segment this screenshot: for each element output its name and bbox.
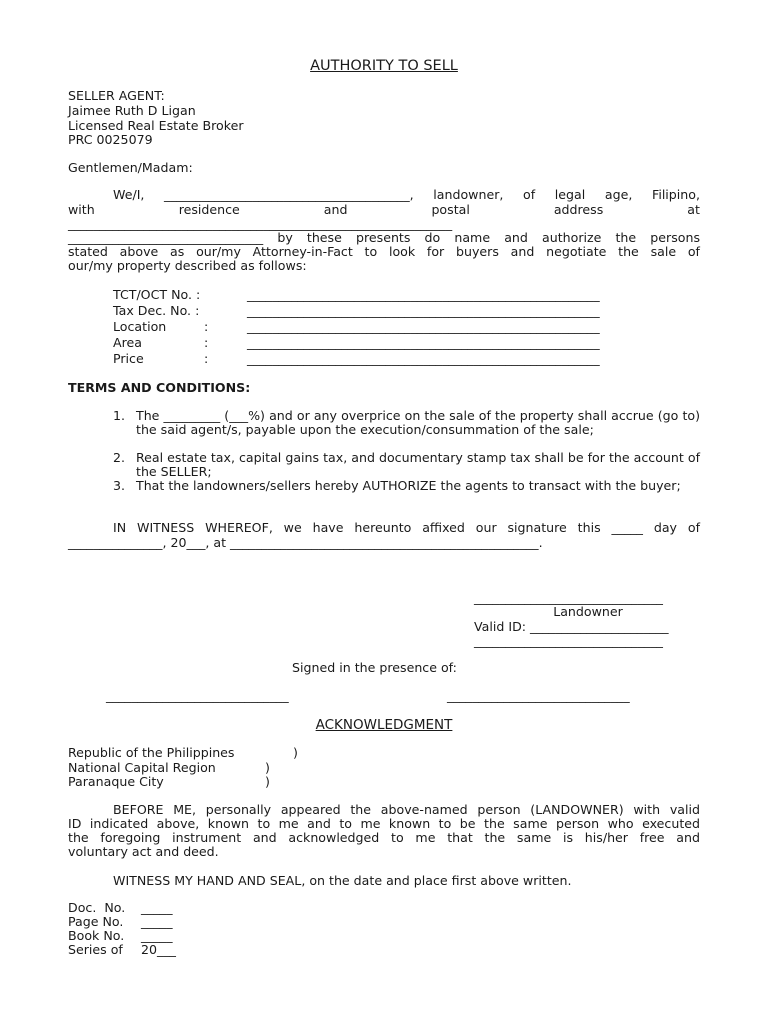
document-title: AUTHORITY TO SELL	[310, 58, 458, 74]
term-item	[113, 409, 700, 437]
venue-place: Paranaque City	[68, 774, 164, 789]
property-blank: ________________________________________________________	[247, 351, 600, 366]
before-me-line-1: BEFORE ME, personally appeared the above-named person (LANDOWNER) with valid	[113, 802, 700, 817]
witness-signature-line-left: _____________________________	[106, 688, 289, 703]
venue-paren: )	[265, 774, 270, 789]
property-colon: :	[204, 335, 209, 350]
witness-whereof-line-2: _______________, 20___, at _________________________________________________.	[68, 535, 543, 550]
intro-word: at	[687, 202, 700, 217]
intro-line-2	[68, 203, 700, 217]
notary-label: Doc. No.	[68, 900, 126, 915]
intro-word: and	[323, 202, 348, 217]
intro-word: with	[68, 202, 95, 217]
intro-line-3: _____________________________________________________________	[68, 216, 453, 231]
seller-agent-name: Jaimee Ruth D Ligan	[68, 103, 196, 118]
property-label: Tax Dec. No. :	[113, 303, 200, 318]
term-text: That the landowners/sellers hereby AUTHORIZE the agents to transact with the buyer;	[136, 478, 681, 493]
notary-value: _____	[141, 928, 173, 943]
acknowledgment-title: ACKNOWLEDGMENT	[315, 717, 453, 733]
property-blank: ________________________________________________________	[247, 335, 600, 350]
intro-word: postal	[431, 202, 470, 217]
term-number: 2.	[113, 450, 126, 465]
intro-word: residence	[178, 202, 240, 217]
intro-word: address	[553, 202, 604, 217]
landowner-signature-line: ______________________________	[474, 590, 663, 605]
signed-presence-text: Signed in the presence of:	[292, 660, 457, 675]
landowner-extra-line: ______________________________	[474, 633, 663, 648]
property-label: TCT/OCT No. :	[113, 287, 201, 302]
seller-agent-prc: PRC 0025079	[68, 132, 153, 147]
intro-line-4: _______________________________ by these presents do name and authorize the persons	[68, 230, 700, 245]
witness-signature-line-right: _____________________________	[447, 688, 630, 703]
property-blank: ________________________________________________________	[247, 303, 600, 318]
before-me-line-2: ID indicated above, known to me and to me known to be the same person who executed	[68, 816, 700, 831]
property-blank: ________________________________________________________	[247, 287, 600, 302]
intro-line-5: stated above as our/my Attorney-in-Fact to look for buyers and negotiate the sale of	[68, 244, 700, 259]
property-label: Location	[113, 319, 167, 334]
venue-paren: )	[265, 760, 270, 775]
venue-place: National Capital Region	[68, 760, 216, 775]
intro-line-1: We/I, _______________________________________, landowner, of legal age, Filipino,	[113, 187, 700, 202]
witness-hand-seal: WITNESS MY HAND AND SEAL, on the date and place first above written.	[113, 873, 572, 888]
intro-line-6: our/my property described as follows:	[68, 258, 307, 273]
notary-value: _____	[141, 900, 173, 915]
term-item	[113, 479, 700, 493]
valid-id-line: Valid ID: ______________________	[474, 619, 669, 634]
venue-place: Republic of the Philippines	[68, 745, 235, 760]
before-me-line-4: voluntary act and deed.	[68, 844, 219, 859]
property-label: Area	[113, 335, 142, 350]
term-text: The _________ (___%) and or any overprice on the sale of the property shall accrue (go to) the said agent/s, payable upon the execution/consummation of the sale;	[136, 408, 700, 437]
salutation: Gentlemen/Madam:	[68, 160, 193, 175]
venue-paren: )	[293, 745, 298, 760]
witness-whereof-line-1: IN WITNESS WHEREOF, we have hereunto affixed our signature this _____ day of	[113, 520, 700, 535]
property-blank: ________________________________________________________	[247, 319, 600, 334]
notary-label: Book No.	[68, 928, 125, 943]
property-colon: :	[204, 319, 209, 334]
seller-agent-heading: SELLER AGENT:	[68, 88, 165, 103]
property-label: Price	[113, 351, 144, 366]
terms-heading: TERMS AND CONDITIONS:	[68, 380, 251, 395]
term-text: Real estate tax, capital gains tax, and documentary stamp tax shall be for the account of the SELLER;	[136, 450, 700, 479]
before-me-line-3: the foregoing instrument and acknowledged to me that the same is his/her free and	[68, 830, 700, 845]
seller-agent-position: Licensed Real Estate Broker	[68, 118, 244, 133]
term-item	[113, 451, 700, 479]
term-number: 1.	[113, 408, 126, 423]
property-colon: :	[204, 351, 209, 366]
notary-value: _____	[141, 914, 173, 929]
notary-label: Series of	[68, 942, 123, 957]
landowner-label: Landowner	[553, 604, 623, 619]
notary-value: 20___	[141, 942, 176, 957]
notary-label: Page No.	[68, 914, 124, 929]
term-number: 3.	[113, 478, 126, 493]
